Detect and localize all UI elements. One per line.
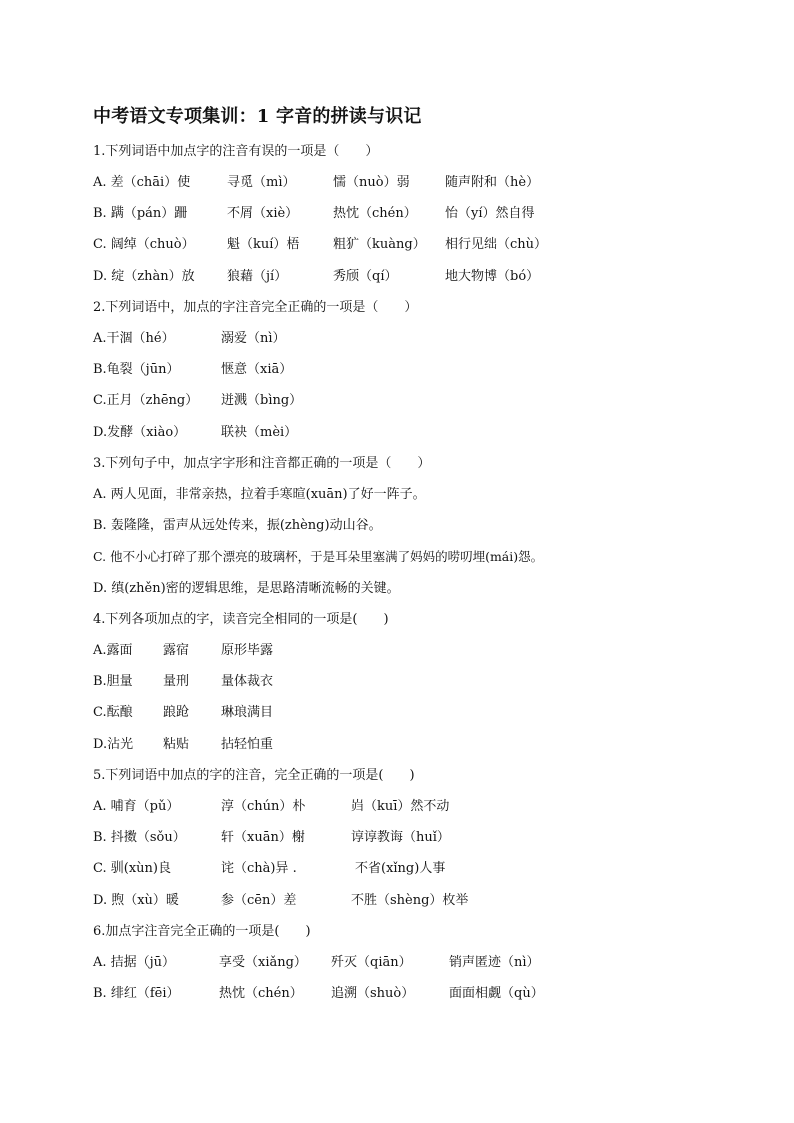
question-3-option-a: A. 两人见面，非常亲热，拉着手寒暄(xuān)了好一阵子。: [93, 487, 426, 502]
option-a-item-2: 享受（xiǎng）: [219, 955, 307, 970]
option-d-item-2: 粘贴: [163, 737, 190, 752]
option-a-item-3: 懦（nuò）弱: [333, 175, 410, 190]
option-a-item-1: A. 差（chāi）使: [93, 175, 191, 190]
option-d-item-2: 参（cēn）差: [221, 893, 297, 908]
option-a-item-4: 随声附和（hè）: [445, 175, 540, 190]
option-a-item-4: 销声匿迹（nì）: [449, 955, 540, 970]
question-3-stem: 3.下列句子中，加点字字形和注音都正确的一项是（ ）: [93, 456, 431, 471]
option-b-item-3: 追溯（shuò）: [331, 986, 415, 1001]
option-a-item-1: A.露面: [93, 643, 133, 658]
option-a-item-1: A. 拮据（jū）: [93, 955, 176, 970]
option-b-item-1: B. 绯红（fēi）: [93, 986, 180, 1001]
question-5-stem: 5.下列词语中加点的字的注音，完全正确的一项是( ): [93, 768, 415, 783]
option-b-item-1: B. 蹒（pán）跚: [93, 206, 188, 221]
option-d-item-2: 联袂（mèi）: [221, 425, 298, 440]
option-d-item-2: 狼藉（jí）: [227, 269, 288, 284]
option-a-item-1: A. 哺育（pǔ）: [93, 799, 180, 814]
option-a-item-3: 原形毕露: [221, 643, 274, 658]
question-2-stem: 2.下列词语中，加点的字注音完全正确的一项是（ ）: [93, 300, 418, 315]
question-4-stem: 4.下列各项加点的字，读音完全相同的一项是( ): [93, 612, 389, 627]
option-a-item-1: A.干涸（hé）: [93, 331, 175, 346]
option-c-item-3: 粗犷（kuàng）: [333, 237, 426, 252]
option-a-item-2: 溺爱（nì）: [221, 331, 286, 346]
option-d-item-1: D.发酵（xiào）: [93, 425, 187, 440]
question-3-option-d: D. 缜(zhěn)密的逻辑思维，是思路清晰流畅的关键。: [93, 581, 400, 596]
option-a-item-2: 露宿: [163, 643, 190, 658]
question-6-stem: 6.加点字注音完全正确的一项是( ): [93, 924, 311, 939]
option-b-item-2: 热忱（chén）: [219, 986, 303, 1001]
option-b-item-1: B.龟裂（jūn）: [93, 362, 180, 377]
question-1-stem: 1.下列词语中加点字的注音有误的一项是（ ）: [93, 144, 379, 159]
option-a-item-2: 寻觅（mì）: [227, 175, 296, 190]
option-c-item-2: 迸溅（bìng）: [221, 393, 303, 408]
option-c-item-1: C. 驯(xùn)良: [93, 861, 171, 876]
option-d-item-3: 不胜（shèng）枚举: [351, 893, 469, 908]
page-title: 中考语文专项集训：1 字音的拼读与识记: [93, 106, 422, 127]
option-c-item-2: 踉跄: [163, 705, 190, 720]
option-d-item-3: 拈轻怕重: [221, 737, 274, 752]
question-3-option-c: C. 他不小心打碎了那个漂亮的玻璃杯，于是耳朵里塞满了妈妈的唠叨埋(mái)怨。: [93, 549, 544, 564]
option-c-item-2: 诧（chà)异 .: [221, 861, 297, 876]
option-b-item-2: 轩（xuān）榭: [221, 830, 305, 845]
option-d-item-1: D.沾光: [93, 737, 134, 752]
option-d-item-1: D. 煦（xù）暖: [93, 893, 179, 908]
option-c-item-1: C.正月（zhēng）: [93, 393, 199, 408]
option-b-item-3: 谆谆教诲（huǐ）: [351, 830, 450, 845]
option-a-item-3: 岿（kuī）然不动: [351, 799, 450, 814]
option-d-item-1: D. 绽（zhàn）放: [93, 269, 195, 284]
option-b-item-1: B.胆量: [93, 674, 133, 689]
option-b-item-4: 面面相觑（qù）: [449, 986, 544, 1001]
option-b-item-3: 热忱（chén）: [333, 206, 417, 221]
option-c-item-2: 魁（kuí）梧: [227, 237, 300, 252]
option-c-item-1: C. 阔绰（chuò）: [93, 237, 195, 252]
option-a-item-3: 歼灭（qiān）: [331, 955, 412, 970]
option-c-item-3: 不省(xǐng)人事: [355, 861, 446, 876]
option-c-item-1: C.酝酿: [93, 705, 133, 720]
option-c-item-4: 相行见绌（chù）: [445, 237, 548, 252]
option-b-item-4: 怡（yí）然自得: [445, 206, 535, 221]
option-d-item-4: 地大物博（bó）: [445, 269, 540, 284]
option-b-item-2: 不屑（xiè）: [227, 206, 299, 221]
option-b-item-2: 惬意（xiā）: [221, 362, 293, 377]
option-b-item-2: 量刑: [163, 674, 190, 689]
question-3-option-b: B. 轰隆隆，雷声从远处传来，振(zhèng)动山谷。: [93, 518, 382, 533]
option-c-item-3: 琳琅满目: [221, 705, 274, 720]
option-d-item-3: 秀颀（qí）: [333, 269, 398, 284]
option-b-item-1: B. 抖擞（sǒu）: [93, 830, 186, 845]
option-a-item-2: 淳（chún）朴: [221, 799, 306, 814]
option-b-item-3: 量体裁衣: [221, 674, 274, 689]
